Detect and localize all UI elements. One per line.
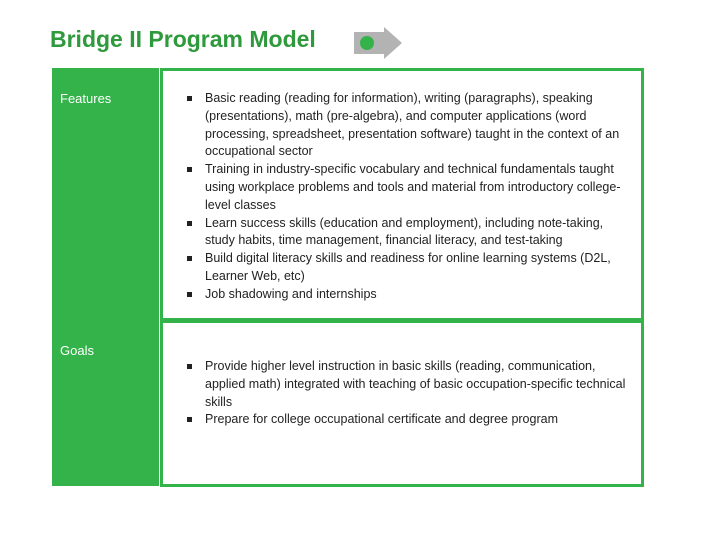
list-item xyxy=(185,215,633,251)
arrow-right-icon xyxy=(352,26,404,60)
goals-panel xyxy=(160,320,644,487)
bullet-icon xyxy=(187,167,192,172)
bullet-icon xyxy=(187,292,192,297)
features-panel xyxy=(160,68,644,321)
features-list xyxy=(185,90,633,304)
bullet-icon xyxy=(187,364,192,369)
list-item xyxy=(185,358,633,411)
list-item-text: Build digital literacy skills and readiness for online learning systems (D2L, Learner Web, etc) xyxy=(205,251,611,283)
list-item-text: Basic reading (reading for information), writing (paragraphs), speaking (presentations), math (pre-algebra), and computer applications (word processing, spreadsheet, presentation software) taught in the context of an occupational sector xyxy=(205,91,620,159)
list-item-text: Learn success skills (education and employment), including note-taking, study habits, time management, financial literacy, and test-taking xyxy=(205,215,604,248)
slide-title: Bridge II Program Model xyxy=(50,26,316,52)
section-label-column xyxy=(52,68,159,486)
green-dot xyxy=(360,36,374,50)
list-item-text: Job shadowing and internships xyxy=(205,286,377,301)
bullet-icon xyxy=(187,256,192,261)
list-item xyxy=(185,250,633,286)
list-item-text: Training in industry-specific vocabulary and technical fundamentals taught using workplace problems and tools and material from introductory college-level classes xyxy=(205,162,621,212)
list-item xyxy=(185,90,633,161)
list-item xyxy=(185,286,633,304)
list-item xyxy=(185,161,633,214)
goals-label: Goals xyxy=(60,343,94,358)
bullet-icon xyxy=(187,96,192,101)
features-label: Features xyxy=(60,91,112,106)
list-item xyxy=(185,411,633,429)
bullet-icon xyxy=(187,417,192,422)
goals-list xyxy=(185,358,633,429)
list-item-text: Provide higher level instruction in basic skills (reading, communication, applied math) integrated with teaching of basic occupation-specific technical skills xyxy=(205,359,626,409)
list-item-text: Prepare for college occupational certificate and degree program xyxy=(205,412,558,427)
bullet-icon xyxy=(187,221,192,226)
